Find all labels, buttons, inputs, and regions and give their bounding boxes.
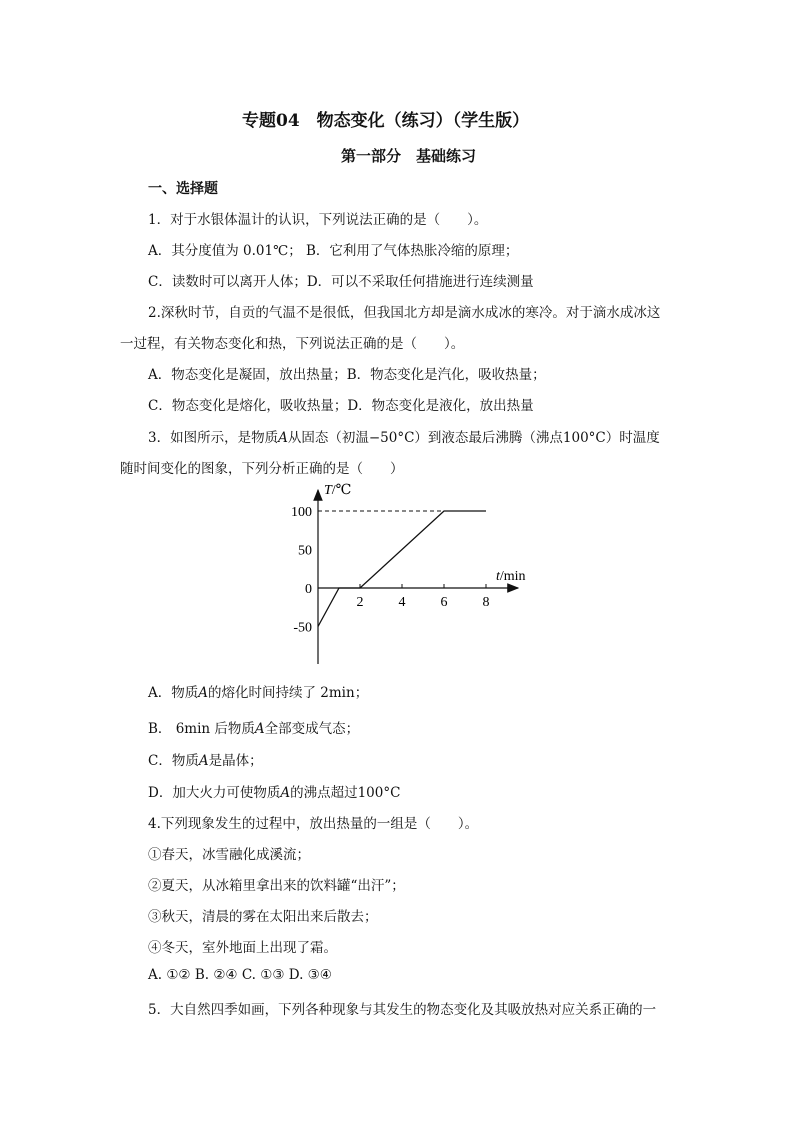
option-a-prefix: A．物质	[148, 685, 199, 701]
x-axis-label-unit: /min	[499, 569, 526, 584]
question-2-options-ab: A．物态变化是凝固，放出热量；B．物态变化是汽化，吸收热量；	[148, 367, 546, 383]
question-1-stem: 1．对于水银体温计的认识，下列说法正确的是（ ）。	[148, 212, 488, 228]
question-3-stem-line-2: 随时间变化的图象，下列分析正确的是（ ）	[120, 461, 404, 477]
substance-a-variable: A	[254, 721, 265, 737]
question-4-item-4: ④冬天，室外地面上出现了霜。	[148, 940, 337, 956]
y-tick-labels	[291, 505, 312, 636]
question-2-options-cd: C．物态变化是熔化，吸收热量；D．物态变化是液化，放出热量	[148, 398, 534, 414]
section-heading: 一、选择题	[148, 181, 218, 197]
temperature-time-chart	[290, 472, 540, 672]
y-tick-label: 0	[305, 582, 312, 597]
x-axis-label	[496, 569, 526, 584]
y-tick-label: -50	[293, 620, 312, 636]
option-a-suffix: 的熔化时间持续了 2min；	[208, 685, 369, 701]
question-3-option-b	[148, 717, 359, 737]
question-2-stem-line-2: 一过程，有关物态变化和热，下列说法正确的是（ ）。	[120, 336, 465, 352]
question-1-options-ab: A．其分度值为 0.01℃； B．它利用了气体热胀冷缩的原理；	[148, 243, 519, 259]
option-b-prefix: B． 6min 后物质	[148, 721, 255, 737]
question-3-stem-part-a: 3．如图所示，是物质	[148, 430, 279, 446]
question-4-stem: 4.下列现象发生的过程中，放出热量的一组是（ ）。	[148, 816, 479, 832]
substance-a-variable: A	[198, 685, 208, 701]
option-b-suffix: 全部变成气态；	[264, 721, 360, 737]
question-4-item-3: ③秋天，清晨的雾在太阳出来后散去；	[148, 909, 378, 925]
question-4-options: A. ①② B. ②④ C. ①③ D. ③④	[148, 967, 332, 983]
x-tick-label: 4	[398, 595, 406, 610]
question-4-item-1: ①春天，冰雪融化成溪流；	[148, 847, 310, 863]
substance-a-variable: A	[280, 785, 291, 801]
y-axis-label-unit: /℃	[331, 483, 352, 498]
y-axis-label-variable: T	[324, 483, 332, 498]
x-tick-label: 6	[440, 595, 448, 610]
question-5-stem: 5．大自然四季如画，下列各种现象与其发生的物态变化及其吸放热对应关系正确的一	[148, 1002, 657, 1018]
x-axis-label-variable: t	[496, 569, 500, 584]
question-3-stem-part-b: 从固态（初温−50°C）到液态最后沸腾（沸点100°C）时温度	[287, 430, 660, 446]
x-tick-label: 2	[356, 595, 364, 610]
option-d-prefix: D．加大火力可使物质	[148, 785, 281, 801]
y-axis-label	[324, 483, 351, 498]
question-3-option-a	[148, 681, 368, 701]
option-c-suffix: 是晶体；	[208, 753, 263, 769]
question-1-options-cd: C．读数时可以离开人体；D．可以不采取任何措施进行连续测量	[148, 274, 534, 290]
question-3-option-c	[148, 749, 263, 769]
question-3-option-d	[148, 781, 400, 801]
y-tick-label: 50	[298, 543, 312, 559]
question-2-stem-line-1: 2.深秋时节，自贡的气温不是很低，但我国北方却是滴水成冰的寒冷。对于滴水成冰这	[148, 305, 661, 321]
option-c-prefix: C．物质	[148, 753, 199, 769]
document-title: 专题04 物态变化（练习）（学生版）	[242, 111, 530, 131]
part-heading: 第一部分 基础练习	[341, 147, 477, 165]
question-4-item-2: ②夏天，从冰箱里拿出来的饮料罐“出汗”；	[148, 878, 405, 894]
y-tick-label: 100	[291, 505, 312, 520]
x-tick-label: 8	[482, 595, 490, 610]
option-d-suffix: 的沸点超过100°C	[290, 785, 401, 801]
substance-a-variable: A	[198, 753, 209, 769]
substance-a-variable: A	[278, 430, 288, 446]
question-3-stem-line-1	[148, 426, 660, 446]
